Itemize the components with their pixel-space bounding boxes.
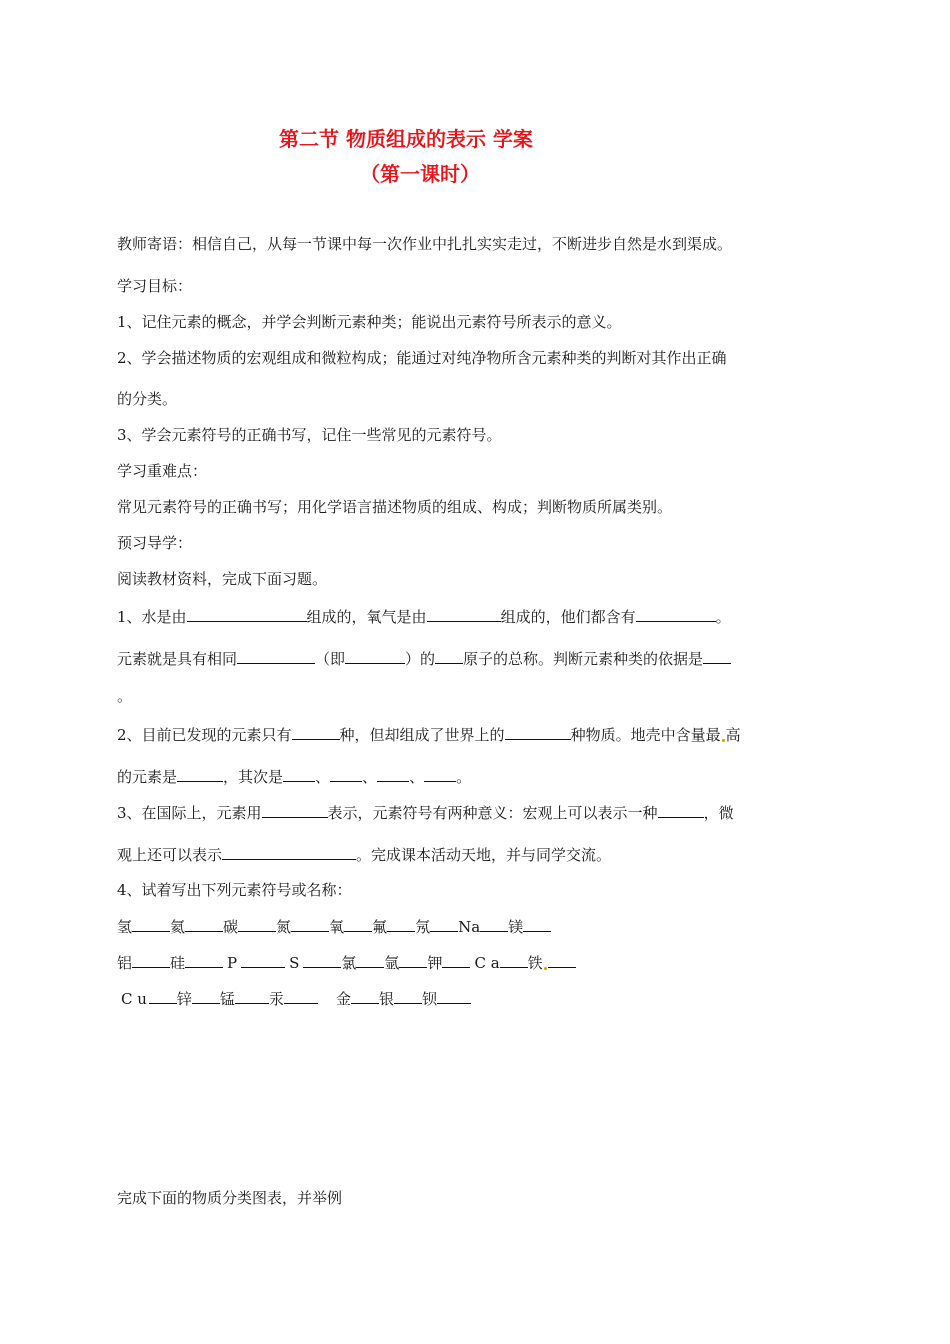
classification-task: 完成下面的物质分类图表，并举例 bbox=[117, 1189, 343, 1207]
element-label: 锌 bbox=[176, 990, 192, 1008]
q1-text: 组成的，氧气是由 bbox=[306, 608, 427, 626]
key-points: 常见元素符号的正确书写；用化学语言描述物质的组成、构成；判断物质所属类别。 bbox=[117, 498, 673, 516]
element-row-1 bbox=[117, 916, 551, 937]
q1-text: 。 bbox=[715, 608, 731, 626]
element-label: 铁 bbox=[527, 954, 543, 972]
answer-blank[interactable] bbox=[636, 606, 716, 622]
answer-blank[interactable] bbox=[187, 606, 307, 622]
element-label: 锰 bbox=[219, 990, 235, 1008]
element-row-3 bbox=[117, 988, 471, 1009]
answer-blank[interactable] bbox=[303, 952, 341, 968]
question-3-line-2 bbox=[117, 844, 611, 865]
objective-2-line-1: 2、学会描述物质的宏观组成和微粒构成；能通过对纯净物所含元素种类的判断对其作出正确 bbox=[117, 349, 727, 367]
answer-blank[interactable] bbox=[132, 952, 170, 968]
answer-blank[interactable] bbox=[238, 916, 276, 932]
element-label: 钡 bbox=[421, 990, 437, 1008]
question-2-line-2 bbox=[117, 766, 471, 787]
element-label: 氟 bbox=[372, 918, 388, 936]
answer-blank[interactable] bbox=[291, 916, 329, 932]
answer-blank[interactable] bbox=[437, 988, 471, 1004]
element-label: 铝 bbox=[117, 954, 133, 972]
q2-text: 的元素是 bbox=[117, 768, 178, 786]
element-label: 硅 bbox=[170, 954, 186, 972]
answer-blank[interactable] bbox=[658, 802, 704, 818]
element-row-2 bbox=[117, 952, 576, 973]
answer-blank[interactable] bbox=[344, 916, 372, 932]
answer-blank[interactable] bbox=[480, 916, 508, 932]
answer-blank[interactable] bbox=[192, 988, 220, 1004]
element-label: 氮 bbox=[276, 918, 292, 936]
question-1-line-1 bbox=[117, 606, 731, 627]
answer-blank[interactable] bbox=[149, 988, 177, 1004]
answer-blank[interactable] bbox=[185, 916, 223, 932]
question-3-line-1 bbox=[117, 802, 734, 823]
element-label: 镁 bbox=[508, 918, 524, 936]
answer-blank[interactable] bbox=[430, 916, 458, 932]
q2-text: ，其次是 bbox=[223, 768, 284, 786]
answer-blank[interactable] bbox=[262, 802, 328, 818]
answer-blank[interactable] bbox=[377, 766, 409, 782]
q1-text: ）的 bbox=[405, 650, 436, 668]
answer-blank[interactable] bbox=[427, 606, 501, 622]
marker-dot bbox=[722, 739, 725, 742]
answer-blank[interactable] bbox=[500, 952, 528, 968]
answer-blank[interactable] bbox=[703, 648, 731, 664]
answer-blank[interactable] bbox=[394, 988, 422, 1004]
element-label: 碳 bbox=[223, 918, 239, 936]
question-2-line-1 bbox=[117, 724, 741, 745]
element-label: P bbox=[227, 954, 238, 972]
answer-blank[interactable] bbox=[235, 988, 269, 1004]
answer-blank[interactable] bbox=[523, 916, 551, 932]
q3-text: 表示，元素符号有两种意义：宏观上可以表示一种 bbox=[327, 804, 658, 822]
answer-blank[interactable] bbox=[241, 952, 285, 968]
answer-blank[interactable] bbox=[387, 916, 415, 932]
separator: 、 bbox=[409, 768, 425, 786]
answer-blank[interactable] bbox=[222, 844, 356, 860]
element-label: 氢 bbox=[117, 918, 133, 936]
q2-text: 种物质。地壳中含量最 bbox=[570, 726, 721, 744]
element-label: 氧 bbox=[329, 918, 345, 936]
element-label: 氩 bbox=[384, 954, 400, 972]
answer-blank[interactable] bbox=[548, 952, 576, 968]
q3-text: 。完成课本活动天地，并与同学交流。 bbox=[356, 846, 612, 864]
answer-blank[interactable] bbox=[424, 766, 456, 782]
objectives-heading: 学习目标： bbox=[117, 277, 193, 295]
q2-text: 种，但却组成了世界上的 bbox=[339, 726, 505, 744]
marker-dot bbox=[544, 967, 547, 970]
element-label: Na bbox=[458, 918, 481, 936]
element-label: S bbox=[289, 954, 300, 972]
objective-2-line-2: 的分类。 bbox=[117, 390, 178, 408]
page-title: 第二节 物质组成的表示 学案 bbox=[279, 127, 533, 151]
element-label: 氯 bbox=[341, 954, 357, 972]
element-label: C a bbox=[474, 954, 500, 972]
answer-blank[interactable] bbox=[356, 952, 384, 968]
answer-blank[interactable] bbox=[283, 766, 315, 782]
element-label: 汞 bbox=[268, 990, 284, 1008]
element-label: 氦 bbox=[170, 918, 186, 936]
q1-text: 元素就是具有相同 bbox=[117, 650, 238, 668]
q3-text: 观上还可以表示 bbox=[117, 846, 223, 864]
answer-blank[interactable] bbox=[185, 952, 223, 968]
answer-blank[interactable] bbox=[132, 916, 170, 932]
element-label: C u bbox=[121, 990, 147, 1008]
answer-blank[interactable] bbox=[284, 988, 318, 1004]
answer-blank[interactable] bbox=[435, 648, 463, 664]
page-subtitle: （第一课时） bbox=[360, 162, 480, 186]
answer-blank[interactable] bbox=[330, 766, 362, 782]
separator: 、 bbox=[362, 768, 378, 786]
teacher-message: 教师寄语：相信自己，从每一节课中每一次作业中扎扎实实走过，不断进步自然是水到渠成。 bbox=[117, 235, 733, 253]
answer-blank[interactable] bbox=[399, 952, 427, 968]
answer-blank[interactable] bbox=[237, 648, 315, 664]
question-1-line-3 bbox=[117, 686, 132, 706]
element-label: 氖 bbox=[415, 918, 431, 936]
q3-text: ，微 bbox=[703, 804, 734, 822]
objective-3: 3、学会元素符号的正确书写，记住一些常见的元素符号。 bbox=[117, 426, 502, 444]
question-4-heading: 4、试着写出下列元素符号或名称： bbox=[117, 881, 352, 899]
q3-text: 3、在国际上，元素用 bbox=[117, 804, 262, 822]
key-points-heading: 学习重难点： bbox=[117, 462, 208, 480]
preview-instruction: 阅读教材资料，完成下面习题。 bbox=[117, 570, 328, 588]
preview-heading: 预习导学： bbox=[117, 534, 193, 552]
answer-blank[interactable] bbox=[292, 724, 340, 740]
q1-text: （即 bbox=[315, 650, 346, 668]
element-label: 钾 bbox=[427, 954, 443, 972]
q2-text: 高 bbox=[725, 726, 741, 744]
q2-text: 2、目前已发现的元素只有 bbox=[117, 726, 292, 744]
answer-blank[interactable] bbox=[505, 724, 571, 740]
element-label: 银 bbox=[378, 990, 394, 1008]
separator: 、 bbox=[315, 768, 331, 786]
q1-text: 1、水是由 bbox=[117, 608, 187, 626]
answer-blank[interactable] bbox=[177, 766, 223, 782]
element-label: 金 bbox=[335, 990, 351, 1008]
objective-1: 1、记住元素的概念，并学会判断元素种类；能说出元素符号所表示的意义。 bbox=[117, 313, 622, 331]
answer-blank[interactable] bbox=[345, 648, 405, 664]
q1-text: 原子的总称。判断元素种类的依据是 bbox=[463, 650, 704, 668]
question-1-line-2 bbox=[117, 648, 731, 669]
q1-text: 组成的，他们都含有 bbox=[500, 608, 636, 626]
q2-text: 。 bbox=[456, 768, 472, 786]
answer-blank[interactable] bbox=[442, 952, 470, 968]
q1-text: 。 bbox=[117, 687, 133, 705]
answer-blank[interactable] bbox=[351, 988, 379, 1004]
